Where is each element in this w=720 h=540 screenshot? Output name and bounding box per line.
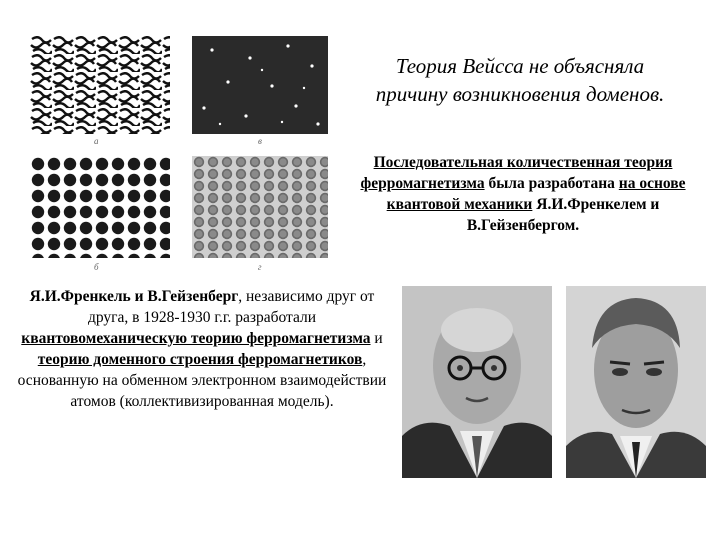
left-text-plain-1: , независимо друг от друга, в 1928-1930 г.г. разработали <box>87 288 375 326</box>
caption-a: а <box>94 136 99 146</box>
right-text-plain-2: Я.И.Френкелем и В.Гейзенбергом. <box>466 196 660 234</box>
portrait-photo-frenkel <box>402 286 552 478</box>
left-text-plain-3: , основанную на обменном электронном взаимодействии атомов (коллективизированная модель). <box>17 351 387 410</box>
domain-image-labyrinth <box>30 36 170 134</box>
left-text-underlined-1: квантовомеханическую теорию ферромагнетизма <box>21 330 371 347</box>
right-text-plain-1: была разработана <box>484 175 619 192</box>
slide-title <box>336 52 704 108</box>
title-line-2: причину возникновения доменов. <box>375 82 665 106</box>
domain-image-dots <box>30 156 170 258</box>
right-text-underlined-2: на основе квантовой механики <box>386 175 686 213</box>
caption-b: б <box>94 262 99 272</box>
title-line-1: Теория Вейсса не объясняла <box>395 54 645 78</box>
left-text-underlined-2: теорию доменного строения ферромагнетиков <box>37 351 363 368</box>
domain-image-honeycomb <box>192 156 328 258</box>
right-text-underlined-1: Последовательная количественная теория ферромагнетизма <box>360 154 673 192</box>
right-paragraph <box>354 152 692 236</box>
caption-g: г <box>258 262 262 272</box>
caption-v: в <box>258 136 262 146</box>
left-paragraph <box>14 286 390 412</box>
portrait-photo-heisenberg <box>566 286 706 478</box>
left-text-names: Я.И.Френкель и В.Гейзенберг <box>29 288 239 305</box>
domain-image-bubbles-dark <box>192 36 328 134</box>
left-text-plain-2: и <box>370 330 383 347</box>
